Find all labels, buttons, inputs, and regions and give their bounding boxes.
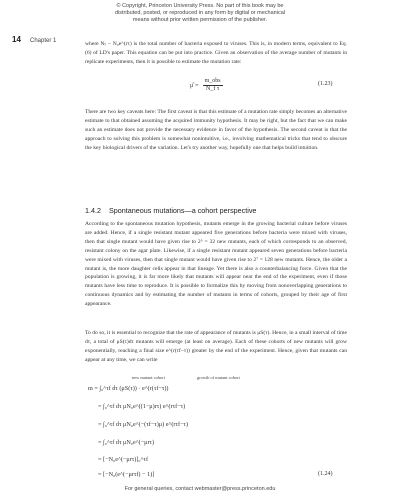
paragraph-3: According to the spontaneous mutation hypothesis, mutants emerge in the growing bacterial culture before viruses are added. Hence, if a single resistant mutant appeared five generations before bacteria were mixed with viruses, then that single mutant would have given rise to 2⁵ = 32 new mutants, each of which corresponds to an observed, resistant colony on the agar plate. Likewise, if a single resistant mutant appeared seven generations before bacteria were mixed with viruses, then that single mutant would have given rise to 2⁷ = 128 new mutants. Hence, the older a mutant is, the more daughter cells appear in that lineage. Yet there is also a counterbalancing force. Given that the population is growing, it is far more likely that mutants will appear near the end of the experiment, even if those mutants have less time to reproduce. It is possible to formalize this by moving from nonoverlapping generations to continuous dynamics and by estimating the number of mutants in terms of cohorts, grouped by their age of first appearance. (85, 221, 347, 308)
page-number: 14 (12, 35, 21, 44)
equation-1-23 (190, 76, 223, 94)
paragraph-4: To do so, it is essential to recognize that the rate of appearance of mutants is μS(τ). Hence, in a small interval of time dτ, a total of μS(τ)dτ mutants will emerge (at least on average). Each of these cohorts of new mutants will grow exponentially, reaching a final size e^(r(τf−τ)) greater by the end of the experiment. Hence, given that mutants can appear at any time, we can write (85, 330, 347, 363)
equation-number-1-23: (1.23) (318, 81, 333, 87)
page-header (12, 27, 56, 46)
equation-line-5: = [−N₀e^(−μrτ)]₀^τf (98, 456, 149, 463)
paragraph-1: where Nₜ − N₀e^(rτ) is the total number of bacteria exposed to viruses. This is, in modern terms, equivalent to Eq. (6) of LD's paper. This equation can be put into practice. Given an observation of the average number of mutants in replicate experiments, then it is possible to estimate the mutation rate: (85, 41, 347, 65)
copyright-line-3: means without prior written permission of the publisher. (132, 17, 268, 23)
equation-line-3: = ∫₀^τf dτ μN₀e^(−(τf−τ)μ) e^(rτf−τ) (98, 421, 189, 428)
equation-line-6: = [−N₀(e^(−μrτf) − 1)] (98, 471, 155, 478)
copyright-notice (0, 3, 400, 24)
copyright-line-2: distributed, posted, or reproduced in any form by digital or mechanical (115, 10, 285, 16)
equation-line-1: m = ∫₀^τf dτ (μS(τ)) · e^(r(τf−τ)) (88, 385, 169, 392)
section-heading (85, 206, 347, 215)
equation-line-2: = ∫₀^τf dτ μN₀e^((1−μ)rτ) e^(rτf−τ) (98, 403, 186, 410)
annotation-growth-of-mutant-cohort: growth of mutant cohort (197, 375, 240, 380)
paragraph-2: There are two key caveats here: The first caveat is that this estimate of a mutation rate simply becomes an alternative estimate to that obtained assuming the acquired immunity hypothesis. It may be right, but the fact that we can make such an estimate does not provide the necessary evidence in favor of the hypothesis. The second caveat is that the approach to solving this problem is somewhat nonintuitive, i.e., involving mathematical tricks that tend to obscure the key biological drivers of the variation. Let's try another way, hopefully one that helps build intuition. (85, 109, 347, 151)
chapter-label: Chapter 1 (30, 38, 57, 44)
equation-denominator: N_f τ (206, 85, 220, 92)
copyright-line-1: © Copyright, Princeton University Press. No part of this book may be (116, 3, 284, 9)
footer-contact: For general queries, contact webmaster@press.princeton.edu (124, 486, 276, 492)
equation-number-1-24: (1.24) (318, 471, 333, 477)
equation-numerator: m_obs (204, 77, 221, 84)
equation-fraction (203, 78, 223, 93)
annotation-new-mutant-cohort: new mutant cohort (132, 375, 165, 380)
section-title: Spontaneous mutations—a cohort perspective (109, 206, 257, 215)
section-number: 1.4.2 (85, 206, 101, 215)
equation-line-4: = ∫₀^τf dτ μN₀e^(−μrτ) (98, 439, 155, 446)
equation-lhs: μ̂ = (190, 81, 199, 89)
